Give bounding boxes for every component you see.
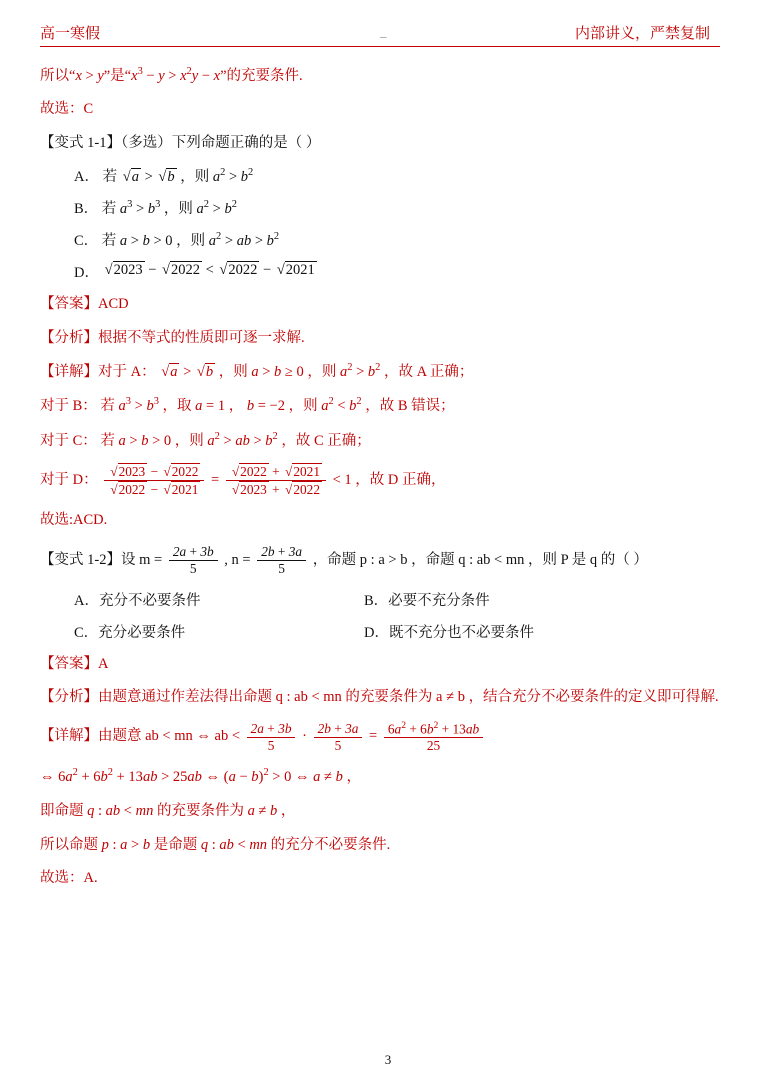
q2-solution-line-1 — [40, 719, 720, 754]
q2-option-b — [364, 589, 654, 610]
header-divider — [40, 46, 720, 47]
q1-analysis-text: 根据不等式的性质即可逐一求解. — [98, 329, 305, 346]
equals-sign: = — [369, 728, 378, 745]
variation-1-2-text-1: 设 m = — [120, 551, 163, 568]
q1-option-d-text: √2023 − √2022 < √2022 − √2021 — [104, 262, 315, 279]
page-header — [40, 18, 720, 48]
q2-answer-label: 【答案】 — [40, 655, 98, 672]
header-left-text: 高一寒假 — [40, 26, 101, 42]
q1-solution-a: 【详解】对于 A： √a > √b ，则 a > b ≥ 0 ，则 $a^2 > b^2$ ，故 A 正确； — [40, 362, 474, 380]
q1-final-answer: 故选:ACD. — [40, 512, 108, 529]
variation-1-2-label: 【变式 1-2】 — [40, 551, 121, 568]
fraction-sol-1: $\frac{2a + 3b}{5}$ — [247, 721, 296, 754]
q2-option-a-text: 充分不必要条件 — [98, 592, 201, 609]
q1-option-b — [40, 197, 720, 218]
variation-1-1-text: （多选）下列命题正确的是（ ） — [120, 134, 321, 151]
q2-solution-line-2: ⇔ $6a^2 + 6b^2 + 13ab > 25ab$ ⇔ $(a - b)^2 > 0$ ⇔ a ≠ b ， — [40, 767, 361, 786]
q1-solution-label: 【详解】 — [40, 364, 98, 380]
q2-solution-lead: 由题意 ab < mn ⇔ ab < — [98, 728, 241, 745]
q2-analysis-label: 【分析】 — [40, 688, 98, 705]
q1-solution-d-pre: 对于 D： — [40, 472, 98, 489]
q2-final-answer: 故选：A. — [40, 870, 98, 887]
q2-option-d-label: D． — [364, 624, 389, 641]
q1-solution-b: 对于 B： 若 $a^3 > b^3$ ，取 a = 1 ， b = −2 ，则 $a^2 < b^2$ ，故 B 错误； — [40, 396, 455, 415]
q2-answer-line — [40, 653, 720, 675]
q1-answer-label: 【答案】 — [40, 296, 98, 313]
q1-answer-value: ACD — [98, 296, 129, 313]
q2-options-row-1 — [40, 589, 720, 610]
variation-1-1-label: 【变式 1-1】 — [40, 134, 121, 151]
q2-option-b-text: 必要不充分条件 — [388, 592, 490, 609]
q1-option-a-text: 若 √a > √b ，则 $a^2 > b^2$ — [98, 167, 254, 186]
q2-solution-label: 【详解】 — [40, 728, 98, 745]
variation-1-2-heading — [40, 543, 720, 578]
fraction-sol-2: $\frac{2b + 3a}{5}$ — [314, 721, 363, 754]
q2-analysis-line — [40, 686, 720, 708]
q2-option-c — [74, 621, 364, 642]
page-footer — [0, 1052, 776, 1068]
variation-1-1-heading — [40, 132, 720, 154]
q2-option-c-label: C． — [74, 624, 99, 641]
page-number: 3 — [384, 1052, 392, 1067]
fraction-d-right: $\frac{√2022 + √2021}{√2023 + √2022}$ — [226, 463, 326, 498]
q2-answer-value: A — [98, 655, 109, 672]
q1-analysis-line — [40, 327, 720, 349]
q2-option-a — [74, 589, 364, 610]
multiplication-dot: · — [302, 728, 307, 745]
q1-option-a — [40, 165, 720, 186]
q1-option-c-label: C． — [74, 233, 99, 250]
q1-option-c — [40, 229, 720, 250]
fraction-d-left: $\frac{√2023 - √2022}{√2022 - √2021}$ — [104, 463, 204, 498]
q1-solution-c: 对于 C： 若 a > b > 0 ，则 $a^2$ > ab > $b^2$ ，故 C 正确； — [40, 430, 371, 449]
q1-answer-line — [40, 293, 720, 315]
q1-solution-d: 对于 D： $\frac{√2023 - √2022}{√2022 - √2021}$ = $\frac{√2022 + √2021}{√2023 + √2022}$ < 1 ，故 D 正确， — [40, 464, 446, 498]
fraction-n: $\frac{2b + 3a}{5}$ — [257, 544, 306, 577]
variation-1-2-text-3: ，命题 p : a > b ，命题 q : ab < mn ，则 P 是 q 的（ ） — [312, 551, 648, 568]
q2-solution-line-3: 即命题 q : ab < mn 的充要条件为 a ≠ b ， — [40, 803, 296, 820]
q2-option-d — [364, 621, 654, 642]
q2-solution-line-4: 所以命题 p : a > b 是命题 q : ab < mn 的充分不必要条件. — [40, 836, 391, 853]
q2-analysis-text: 由题意通过作差法得出命题 q : ab < mn 的充要条件为 a ≠ b ，结合充分不必要条件的定义即可得解. — [98, 688, 719, 705]
q1-option-b-text: 若 $a^3 > b^3$ ，则 $a^2 > b^2$ — [98, 199, 237, 218]
q1-option-d-label: D． — [74, 265, 99, 282]
q1-option-c-text: 若 a > b > 0 ，则 $a^2$ > ab > $b^2$ — [98, 231, 280, 250]
q2-options-row-2 — [40, 621, 720, 642]
answer-line-c: 故选：C — [40, 101, 94, 118]
q1-solution-d-tail: < 1 ，故 D 正确， — [332, 472, 446, 489]
q2-option-c-text: 充分必要条件 — [98, 624, 186, 641]
q1-analysis-label: 【分析】 — [40, 329, 98, 346]
variation-1-2-text-2: , n = — [224, 551, 251, 568]
header-right-text: 内部讲义，严禁复制 — [574, 26, 710, 42]
header-center-text: _ — [380, 24, 387, 39]
conclusion-line-1: 所以“x > y”是“$x^3 - y > x^2y - x$”的充要条件. — [40, 66, 303, 84]
q2-option-d-text: 既不充分也不必要条件 — [388, 624, 534, 641]
q1-option-a-label: A． — [74, 169, 99, 186]
document-content — [40, 64, 720, 889]
q1-option-b-label: B． — [74, 201, 99, 218]
q1-option-d — [40, 261, 720, 282]
fraction-m: $\frac{2a + 3b}{5}$ — [169, 544, 218, 577]
fraction-sol-3: $\frac{6a^2 + 6b^2 + 13ab}{25}$ — [384, 720, 483, 754]
q2-option-b-label: B． — [364, 592, 389, 609]
q2-option-a-label: A． — [74, 592, 99, 609]
